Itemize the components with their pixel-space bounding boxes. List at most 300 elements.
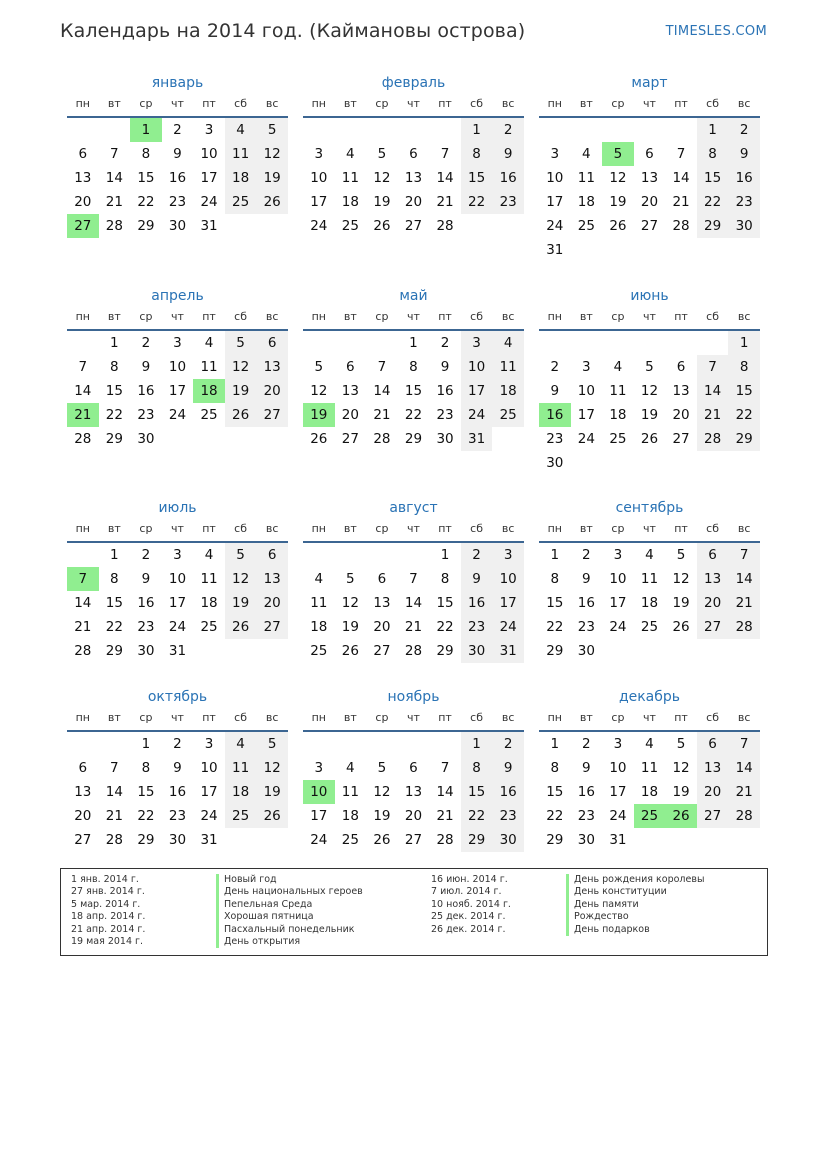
day-cell: 30	[137, 431, 155, 447]
day-cell: 31	[609, 832, 627, 848]
day-cell: 2	[173, 736, 182, 752]
day-cell: 8	[728, 355, 760, 379]
legend-date: 27 янв. 2014 г.	[71, 886, 145, 898]
empty-cell	[602, 118, 634, 142]
day-cell: 1	[141, 736, 151, 752]
weekday-label: пн	[75, 97, 90, 110]
empty-cell	[366, 732, 398, 756]
day-cell: 25	[640, 619, 659, 635]
day-cell: 27	[640, 218, 659, 234]
month-4	[67, 285, 288, 451]
day-cell: 12	[672, 571, 690, 587]
weekday-label: сб	[470, 711, 484, 724]
day-cell: 30	[461, 639, 493, 663]
empty-cell	[225, 427, 257, 451]
legend-holiday-name: День рождения королевы	[566, 874, 704, 886]
weekday-header	[303, 708, 524, 728]
day-cell: 7	[728, 732, 760, 756]
day-cell: 11	[609, 383, 627, 399]
day-cell: 14	[74, 383, 92, 399]
day-cell: 6	[377, 571, 387, 587]
day-cell: 18	[492, 379, 524, 403]
month-9	[539, 497, 760, 663]
weekday-label: пн	[311, 97, 326, 110]
day-cell: 28	[728, 615, 760, 639]
day-grid	[67, 331, 288, 451]
day-cell: 28	[105, 218, 123, 234]
holiday-day-cell: 16	[539, 403, 571, 427]
empty-cell	[697, 331, 729, 355]
day-cell: 12	[373, 784, 391, 800]
day-cell: 1	[110, 335, 119, 351]
day-cell: 15	[546, 784, 564, 800]
day-cell: 4	[645, 736, 654, 752]
holiday-day-cell: 27	[67, 214, 99, 238]
day-grid	[539, 331, 760, 475]
day-cell: 20	[256, 591, 288, 615]
day-cell: 2	[440, 335, 450, 351]
legend-date: 19 мая 2014 г.	[71, 936, 144, 948]
legend-names-column-2	[566, 874, 704, 936]
empty-cell	[398, 732, 430, 756]
day-cell: 21	[373, 407, 391, 423]
day-cell: 30	[728, 214, 760, 238]
day-cell: 30	[436, 431, 454, 447]
day-cell: 24	[609, 619, 627, 635]
day-cell: 3	[582, 359, 591, 375]
day-cell: 19	[672, 595, 690, 611]
empty-cell	[697, 828, 729, 852]
day-cell: 14	[74, 595, 92, 611]
day-cell: 2	[141, 335, 151, 351]
weekday-label: чт	[171, 522, 184, 535]
day-cell: 5	[256, 732, 288, 756]
day-cell: 12	[672, 760, 690, 776]
legend-holiday-name: Пепельная Среда	[216, 899, 363, 911]
day-cell: 12	[256, 142, 288, 166]
day-cell: 3	[314, 146, 324, 162]
day-cell: 28	[404, 643, 423, 659]
day-cell: 24	[609, 808, 627, 824]
day-cell: 15	[105, 595, 123, 611]
month-1	[67, 72, 288, 238]
month-6	[539, 285, 760, 475]
month-name: июль	[158, 500, 197, 516]
day-grid	[303, 118, 524, 238]
weekday-label: вт	[107, 711, 121, 724]
weekday-label: пн	[547, 97, 562, 110]
empty-cell	[665, 118, 697, 142]
day-cell: 18	[640, 784, 659, 800]
day-cell: 9	[582, 571, 591, 587]
day-cell: 8	[550, 571, 560, 587]
day-cell: 28	[436, 218, 454, 234]
day-cell: 26	[225, 403, 257, 427]
weekday-label: ср	[611, 522, 625, 535]
day-cell: 12	[256, 756, 288, 780]
day-cell: 19	[609, 194, 627, 210]
day-cell: 8	[697, 142, 729, 166]
day-grid	[303, 543, 524, 663]
day-cell: 2	[728, 118, 760, 142]
day-cell: 8	[550, 760, 560, 776]
empty-cell	[67, 543, 99, 567]
day-cell: 3	[613, 736, 623, 752]
holiday-day-cell: 19	[303, 403, 335, 427]
day-cell: 15	[546, 595, 564, 611]
weekday-label: чт	[643, 310, 656, 323]
day-cell: 6	[697, 543, 729, 567]
holiday-day-cell: 1	[130, 118, 162, 142]
weekday-label: вс	[265, 522, 279, 535]
day-cell: 26	[672, 619, 690, 635]
day-cell: 17	[577, 407, 595, 423]
legend-holiday-name: Пасхальный понедельник	[216, 924, 363, 936]
day-cell: 25	[341, 832, 359, 848]
empty-cell	[571, 118, 603, 142]
day-cell: 5	[225, 543, 257, 567]
day-cell: 30	[168, 218, 187, 234]
day-cell: 6	[346, 359, 355, 375]
weekday-label: пн	[75, 310, 90, 323]
day-cell: 18	[310, 619, 328, 635]
day-cell: 20	[74, 194, 92, 210]
day-cell: 13	[256, 355, 288, 379]
legend-date: 5 мар. 2014 г.	[71, 898, 141, 910]
day-cell: 23	[168, 808, 187, 824]
day-cell: 19	[341, 619, 359, 635]
day-cell: 19	[256, 166, 288, 190]
weekday-label: пн	[547, 711, 562, 724]
day-cell: 23	[546, 431, 564, 447]
weekday-label: чт	[407, 310, 420, 323]
weekday-label: чт	[407, 97, 420, 110]
day-cell: 27	[74, 832, 92, 848]
day-cell: 23	[577, 619, 595, 635]
day-cell: 8	[141, 760, 151, 776]
weekday-header	[303, 94, 524, 114]
day-cell: 31	[461, 427, 493, 451]
day-cell: 26	[373, 832, 391, 848]
weekday-label: ср	[375, 522, 389, 535]
weekday-label: сб	[234, 711, 248, 724]
weekday-label: ср	[611, 310, 625, 323]
day-cell: 9	[550, 383, 560, 399]
day-cell: 3	[613, 547, 623, 563]
weekday-label: вс	[265, 711, 279, 724]
day-cell: 15	[461, 780, 493, 804]
month-name: июнь	[630, 288, 669, 304]
empty-cell	[335, 543, 367, 567]
day-cell: 16	[577, 784, 595, 800]
empty-cell	[398, 543, 430, 567]
day-cell: 17	[200, 170, 218, 186]
day-cell: 10	[546, 170, 564, 186]
day-cell: 1	[550, 547, 560, 563]
weekday-label: чт	[171, 310, 184, 323]
day-cell: 14	[728, 567, 760, 591]
site-link[interactable]: TIMESLES.COM	[665, 24, 767, 39]
day-cell: 3	[173, 335, 182, 351]
day-cell: 14	[728, 756, 760, 780]
day-cell: 27	[256, 615, 288, 639]
empty-cell	[665, 331, 697, 355]
day-cell: 22	[461, 804, 493, 828]
weekday-label: чт	[407, 711, 420, 724]
day-cell: 29	[546, 832, 564, 848]
day-cell: 23	[577, 808, 595, 824]
day-cell: 28	[697, 427, 729, 451]
weekday-header	[539, 519, 760, 539]
day-cell: 5	[225, 331, 257, 355]
weekday-label: вт	[343, 522, 357, 535]
day-cell: 24	[168, 407, 187, 423]
weekday-label: пн	[311, 310, 326, 323]
day-cell: 6	[676, 359, 686, 375]
weekday-label: ср	[611, 97, 625, 110]
day-cell: 29	[137, 832, 155, 848]
legend-holiday-name: Хорошая пятница	[216, 911, 363, 923]
day-cell: 14	[373, 383, 391, 399]
weekday-label: сб	[470, 97, 484, 110]
empty-cell	[335, 118, 367, 142]
day-cell: 22	[105, 619, 123, 635]
day-cell: 6	[409, 760, 418, 776]
empty-cell	[67, 118, 99, 142]
day-cell: 1	[440, 547, 450, 563]
weekday-label: ср	[375, 97, 389, 110]
day-cell: 8	[440, 571, 450, 587]
day-cell: 20	[404, 808, 423, 824]
day-cell: 4	[645, 547, 654, 563]
weekday-label: ср	[139, 522, 153, 535]
empty-cell	[665, 238, 697, 262]
legend-holiday-name: День подарков	[566, 924, 704, 936]
day-cell: 27	[373, 643, 391, 659]
day-cell: 10	[461, 355, 493, 379]
day-cell: 25	[225, 190, 257, 214]
day-cell: 6	[256, 543, 288, 567]
weekday-label: сб	[234, 310, 248, 323]
day-cell: 21	[697, 403, 729, 427]
empty-cell	[571, 451, 603, 475]
day-cell: 4	[204, 547, 214, 563]
day-cell: 8	[461, 142, 493, 166]
day-cell: 3	[314, 760, 324, 776]
weekday-label: сб	[470, 522, 484, 535]
day-cell: 29	[137, 218, 155, 234]
day-cell: 24	[200, 194, 218, 210]
day-cell: 11	[225, 142, 257, 166]
legend-date: 25 дек. 2014 г.	[431, 911, 506, 923]
empty-cell	[492, 214, 524, 238]
day-grid	[303, 331, 524, 451]
day-cell: 26	[256, 190, 288, 214]
day-cell: 12	[640, 383, 659, 399]
weekday-label: пт	[674, 310, 688, 323]
day-cell: 20	[74, 808, 92, 824]
day-cell: 9	[461, 567, 493, 591]
day-cell: 7	[409, 571, 418, 587]
day-cell: 19	[225, 379, 257, 403]
legend-date: 16 июн. 2014 г.	[431, 874, 508, 885]
day-cell: 18	[640, 595, 659, 611]
day-cell: 13	[697, 567, 729, 591]
day-cell: 4	[346, 146, 355, 162]
day-cell: 31	[200, 218, 218, 234]
day-cell: 23	[492, 190, 524, 214]
day-cell: 13	[404, 170, 423, 186]
day-cell: 1	[461, 732, 493, 756]
day-cell: 3	[204, 736, 214, 752]
day-grid	[539, 118, 760, 262]
day-cell: 14	[436, 784, 454, 800]
day-cell: 2	[141, 547, 151, 563]
day-cell: 29	[546, 643, 564, 659]
day-cell: 10	[609, 760, 627, 776]
day-cell: 13	[640, 170, 659, 186]
weekday-label: вс	[737, 310, 751, 323]
weekday-label: пн	[75, 522, 90, 535]
day-cell: 5	[377, 760, 387, 776]
day-cell: 15	[728, 379, 760, 403]
day-cell: 7	[440, 146, 450, 162]
empty-cell	[335, 331, 367, 355]
empty-cell	[697, 639, 729, 663]
day-cell: 10	[609, 571, 627, 587]
day-cell: 21	[404, 619, 423, 635]
weekday-label: вс	[737, 522, 751, 535]
day-cell: 5	[346, 571, 355, 587]
month-name: декабрь	[618, 689, 681, 705]
day-cell: 27	[697, 615, 729, 639]
empty-cell	[256, 214, 288, 238]
day-cell: 21	[728, 780, 760, 804]
weekday-label: пт	[438, 97, 452, 110]
weekday-label: вт	[343, 310, 357, 323]
day-cell: 10	[492, 567, 524, 591]
empty-cell	[225, 214, 257, 238]
day-cell: 4	[225, 732, 257, 756]
day-cell: 8	[141, 146, 151, 162]
weekday-label: ср	[139, 711, 153, 724]
day-cell: 2	[173, 122, 182, 138]
day-cell: 15	[436, 595, 454, 611]
legend-holiday-name: День открытия	[216, 936, 363, 948]
holiday-day-cell: 26	[665, 804, 697, 828]
day-cell: 1	[728, 331, 760, 355]
day-cell: 23	[137, 619, 155, 635]
month-12	[539, 686, 760, 852]
day-cell: 28	[74, 643, 92, 659]
day-cell: 26	[310, 431, 328, 447]
page-title: Календарь на 2014 год. (Каймановы острова)	[60, 20, 526, 42]
empty-cell	[634, 331, 666, 355]
weekday-label: вт	[579, 522, 593, 535]
weekday-label: вс	[501, 97, 515, 110]
day-grid	[539, 732, 760, 852]
holiday-legend	[60, 868, 768, 956]
day-cell: 16	[577, 595, 595, 611]
day-cell: 22	[137, 808, 155, 824]
empty-cell	[429, 118, 461, 142]
day-cell: 13	[697, 756, 729, 780]
weekday-label: ср	[611, 711, 625, 724]
empty-cell	[539, 118, 571, 142]
weekday-header	[303, 307, 524, 327]
weekday-label: чт	[643, 97, 656, 110]
weekday-label: пт	[674, 522, 688, 535]
day-cell: 25	[341, 218, 359, 234]
day-cell: 29	[697, 214, 729, 238]
day-cell: 21	[728, 591, 760, 615]
day-cell: 18	[609, 407, 627, 423]
day-cell: 4	[314, 571, 324, 587]
day-cell: 22	[546, 808, 564, 824]
day-cell: 23	[436, 407, 454, 423]
day-grid	[67, 732, 288, 852]
legend-holiday-name: Рождество	[566, 911, 704, 923]
day-cell: 18	[341, 194, 359, 210]
day-cell: 11	[492, 355, 524, 379]
empty-cell	[67, 732, 99, 756]
empty-cell	[193, 639, 225, 663]
day-cell: 30	[546, 455, 564, 471]
day-cell: 1	[409, 335, 418, 351]
day-cell: 16	[461, 591, 493, 615]
day-cell: 11	[341, 784, 359, 800]
day-cell: 3	[461, 331, 493, 355]
month-2	[303, 72, 524, 238]
day-cell: 30	[492, 828, 524, 852]
day-cell: 14	[105, 170, 123, 186]
day-cell: 1	[697, 118, 729, 142]
empty-cell	[303, 543, 335, 567]
day-cell: 17	[168, 595, 187, 611]
day-cell: 8	[110, 571, 119, 587]
day-cell: 10	[200, 146, 218, 162]
day-grid	[303, 732, 524, 852]
day-cell: 24	[461, 403, 493, 427]
day-cell: 5	[645, 359, 654, 375]
month-3	[539, 72, 760, 262]
day-cell: 30	[577, 643, 595, 659]
weekday-label: сб	[706, 711, 720, 724]
legend-date: 26 дек. 2014 г.	[431, 923, 506, 935]
day-cell: 31	[200, 832, 218, 848]
day-cell: 14	[436, 170, 454, 186]
empty-cell	[665, 639, 697, 663]
day-cell: 18	[225, 166, 257, 190]
day-cell: 7	[78, 359, 88, 375]
month-5	[303, 285, 524, 451]
day-cell: 9	[492, 142, 524, 166]
day-cell: 16	[492, 780, 524, 804]
weekday-header	[539, 307, 760, 327]
weekday-label: сб	[706, 97, 720, 110]
empty-cell	[398, 118, 430, 142]
day-cell: 19	[225, 591, 257, 615]
day-grid	[67, 118, 288, 238]
empty-cell	[634, 828, 666, 852]
day-cell: 2	[582, 736, 591, 752]
day-cell: 4	[492, 331, 524, 355]
weekday-label: пн	[547, 522, 562, 535]
month-name: январь	[151, 75, 204, 91]
day-cell: 21	[74, 619, 92, 635]
empty-cell	[256, 639, 288, 663]
day-cell: 8	[110, 359, 119, 375]
